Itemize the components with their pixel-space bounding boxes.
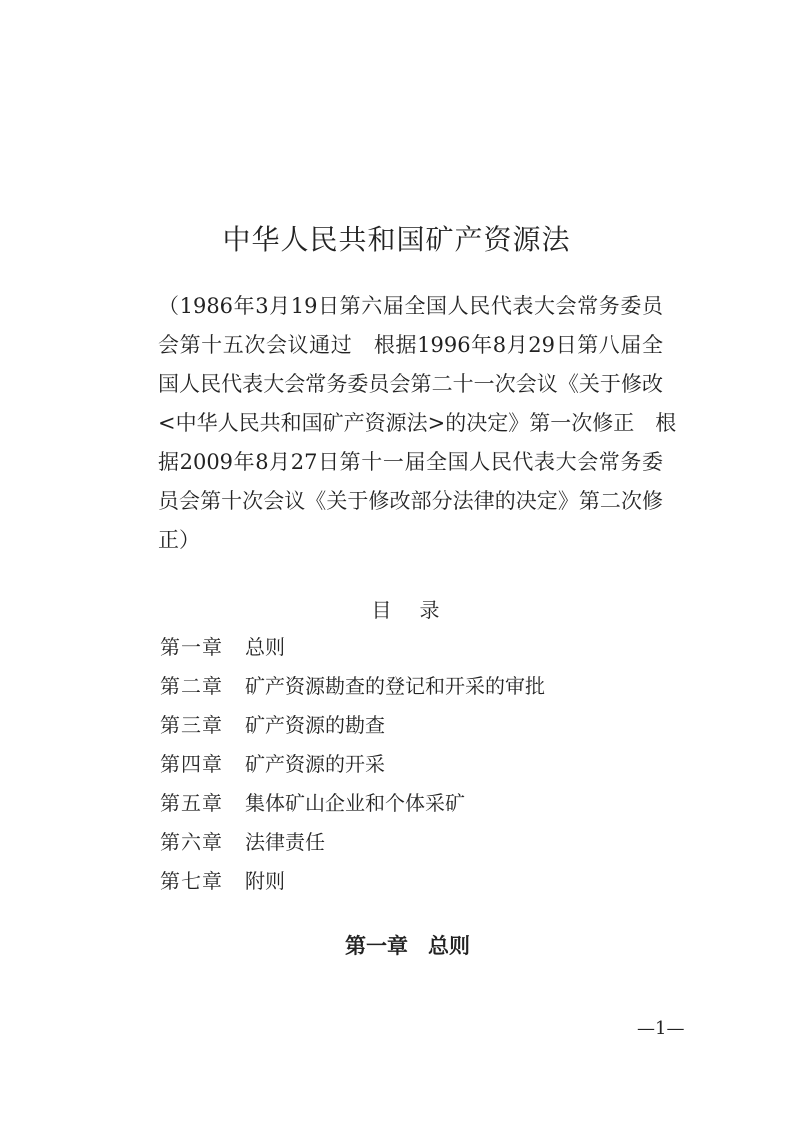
toc-item <box>160 671 545 710</box>
preamble-line: <中华人民共和国矿产资源法>的决定》第一次修正 根 <box>158 411 677 435</box>
toc-chapter: 第四章 <box>160 752 223 776</box>
chapter-heading <box>0 930 793 960</box>
document-title: 中华人民共和国矿产资源法 <box>222 223 571 256</box>
toc-item <box>160 866 545 905</box>
toc-heading-char: 目 <box>371 598 392 622</box>
preamble-line: 据2009年8月27日第十一届全国人民代表大会常务委 <box>158 450 663 474</box>
toc-label: 法律责任 <box>245 830 325 854</box>
toc-chapter: 第三章 <box>160 713 223 737</box>
toc-label: 集体矿山企业和个体采矿 <box>245 791 465 815</box>
preamble-line: 员会第十次会议《关于修改部分法律的决定》第二次修 <box>158 489 663 513</box>
toc-item <box>160 632 545 671</box>
toc-chapter: 第七章 <box>160 869 223 893</box>
chapter-number: 第一章 <box>345 933 408 958</box>
toc-label: 附则 <box>245 869 285 893</box>
toc-chapter: 第六章 <box>160 830 223 854</box>
toc-heading <box>0 594 793 623</box>
table-of-contents <box>160 632 545 905</box>
chapter-title: 总则 <box>428 933 470 958</box>
preamble-line: 国人民代表大会常务委员会第二十一次会议《关于修改 <box>158 372 663 396</box>
toc-item <box>160 788 545 827</box>
toc-heading-char: 录 <box>419 598 440 622</box>
toc-label: 矿产资源的勘查 <box>245 713 385 737</box>
preamble-line: 会第十五次会议通过 根据1996年8月29日第八届全 <box>158 333 663 357</box>
toc-chapter: 第二章 <box>160 674 223 698</box>
toc-item <box>160 749 545 788</box>
preamble-line: （1986年3月19日第六届全国人民代表大会常务委员 <box>158 294 663 318</box>
page-number: —1— <box>637 1018 685 1039</box>
preamble <box>158 291 677 564</box>
toc-label: 总则 <box>245 635 285 659</box>
toc-chapter: 第一章 <box>160 635 223 659</box>
toc-chapter: 第五章 <box>160 791 223 815</box>
preamble-line: 正） <box>158 528 200 552</box>
toc-label: 矿产资源勘查的登记和开采的审批 <box>245 674 545 698</box>
toc-item <box>160 710 545 749</box>
toc-label: 矿产资源的开采 <box>245 752 385 776</box>
toc-item <box>160 827 545 866</box>
